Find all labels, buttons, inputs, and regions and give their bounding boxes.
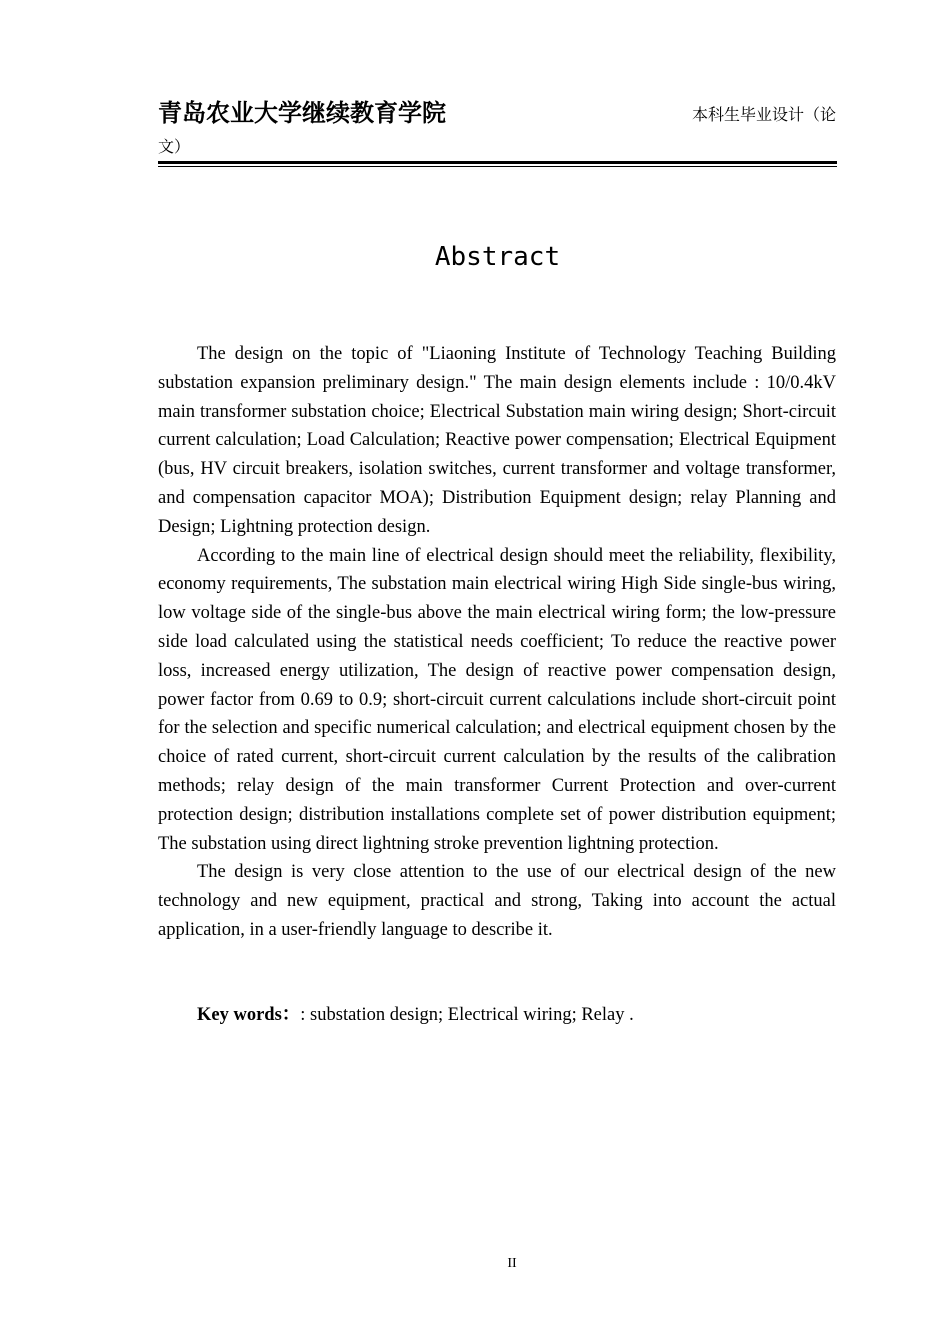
keywords-text: : substation design; Electrical wiring; Relay . bbox=[300, 1005, 634, 1025]
page-number: II bbox=[507, 1256, 517, 1271]
abstract-paragraph-1: The design on the topic of "Liaoning Institute of Technology Teaching Building substation expansion preliminary design." The main design elements include : 10/0.4kV main transformer substation choice; Electrical Substation main wiring design; Short-circuit current calculation; Load Calculation; Reactive power compensation; Electrical Equipment (bus, HV circuit breakers, isolation switches, current transformer and voltage transformer, and compensation capacitor MOA); Distribution Equipment design; relay Planning and Design; Lightning protection design. bbox=[158, 344, 836, 537]
institution-name: 青岛农业大学继续教育学院 bbox=[158, 99, 446, 127]
keywords-line bbox=[158, 1001, 836, 1030]
document-type: 本科生毕业设计（论 bbox=[691, 105, 836, 124]
abstract-paragraph-3: The design is very close attention to the use of our electrical design of the new technology and new equipment, practical and strong, Taking into account the actual application, in a user-friendly language to describe it. bbox=[158, 862, 836, 940]
header-rule-thick bbox=[158, 161, 837, 164]
keywords-label: Key words： bbox=[197, 1005, 301, 1025]
abstract-title: Abstract bbox=[434, 242, 561, 272]
document-type-wrap: 文） bbox=[158, 137, 191, 156]
abstract-body bbox=[158, 340, 836, 945]
abstract-paragraph-2: According to the main line of electrical design should meet the reliability, flexibility, economy requirements, The substation main electrical wiring High Side single-bus wiring, low voltage side of the single-bus above the main electrical wiring form; the low-pressure side load calculated using the statistical needs coefficient; To reduce the reactive power loss, increased energy utilization, The design of reactive power compensation design, power factor from 0.69 to 0.9; short-circuit current calculations include short-circuit point for the selection and specific numerical calculation; and electrical equipment chosen by the choice of rated current, short-circuit current calculation by the results of the calibration methods; relay design of the main transformer Current Protection and over-current protection design; distribution installations complete set of power distribution equipment; The substation using direct lightning stroke prevention lightning protection. bbox=[158, 545, 836, 854]
header-rule-thin bbox=[158, 166, 837, 167]
page-header bbox=[158, 96, 836, 166]
